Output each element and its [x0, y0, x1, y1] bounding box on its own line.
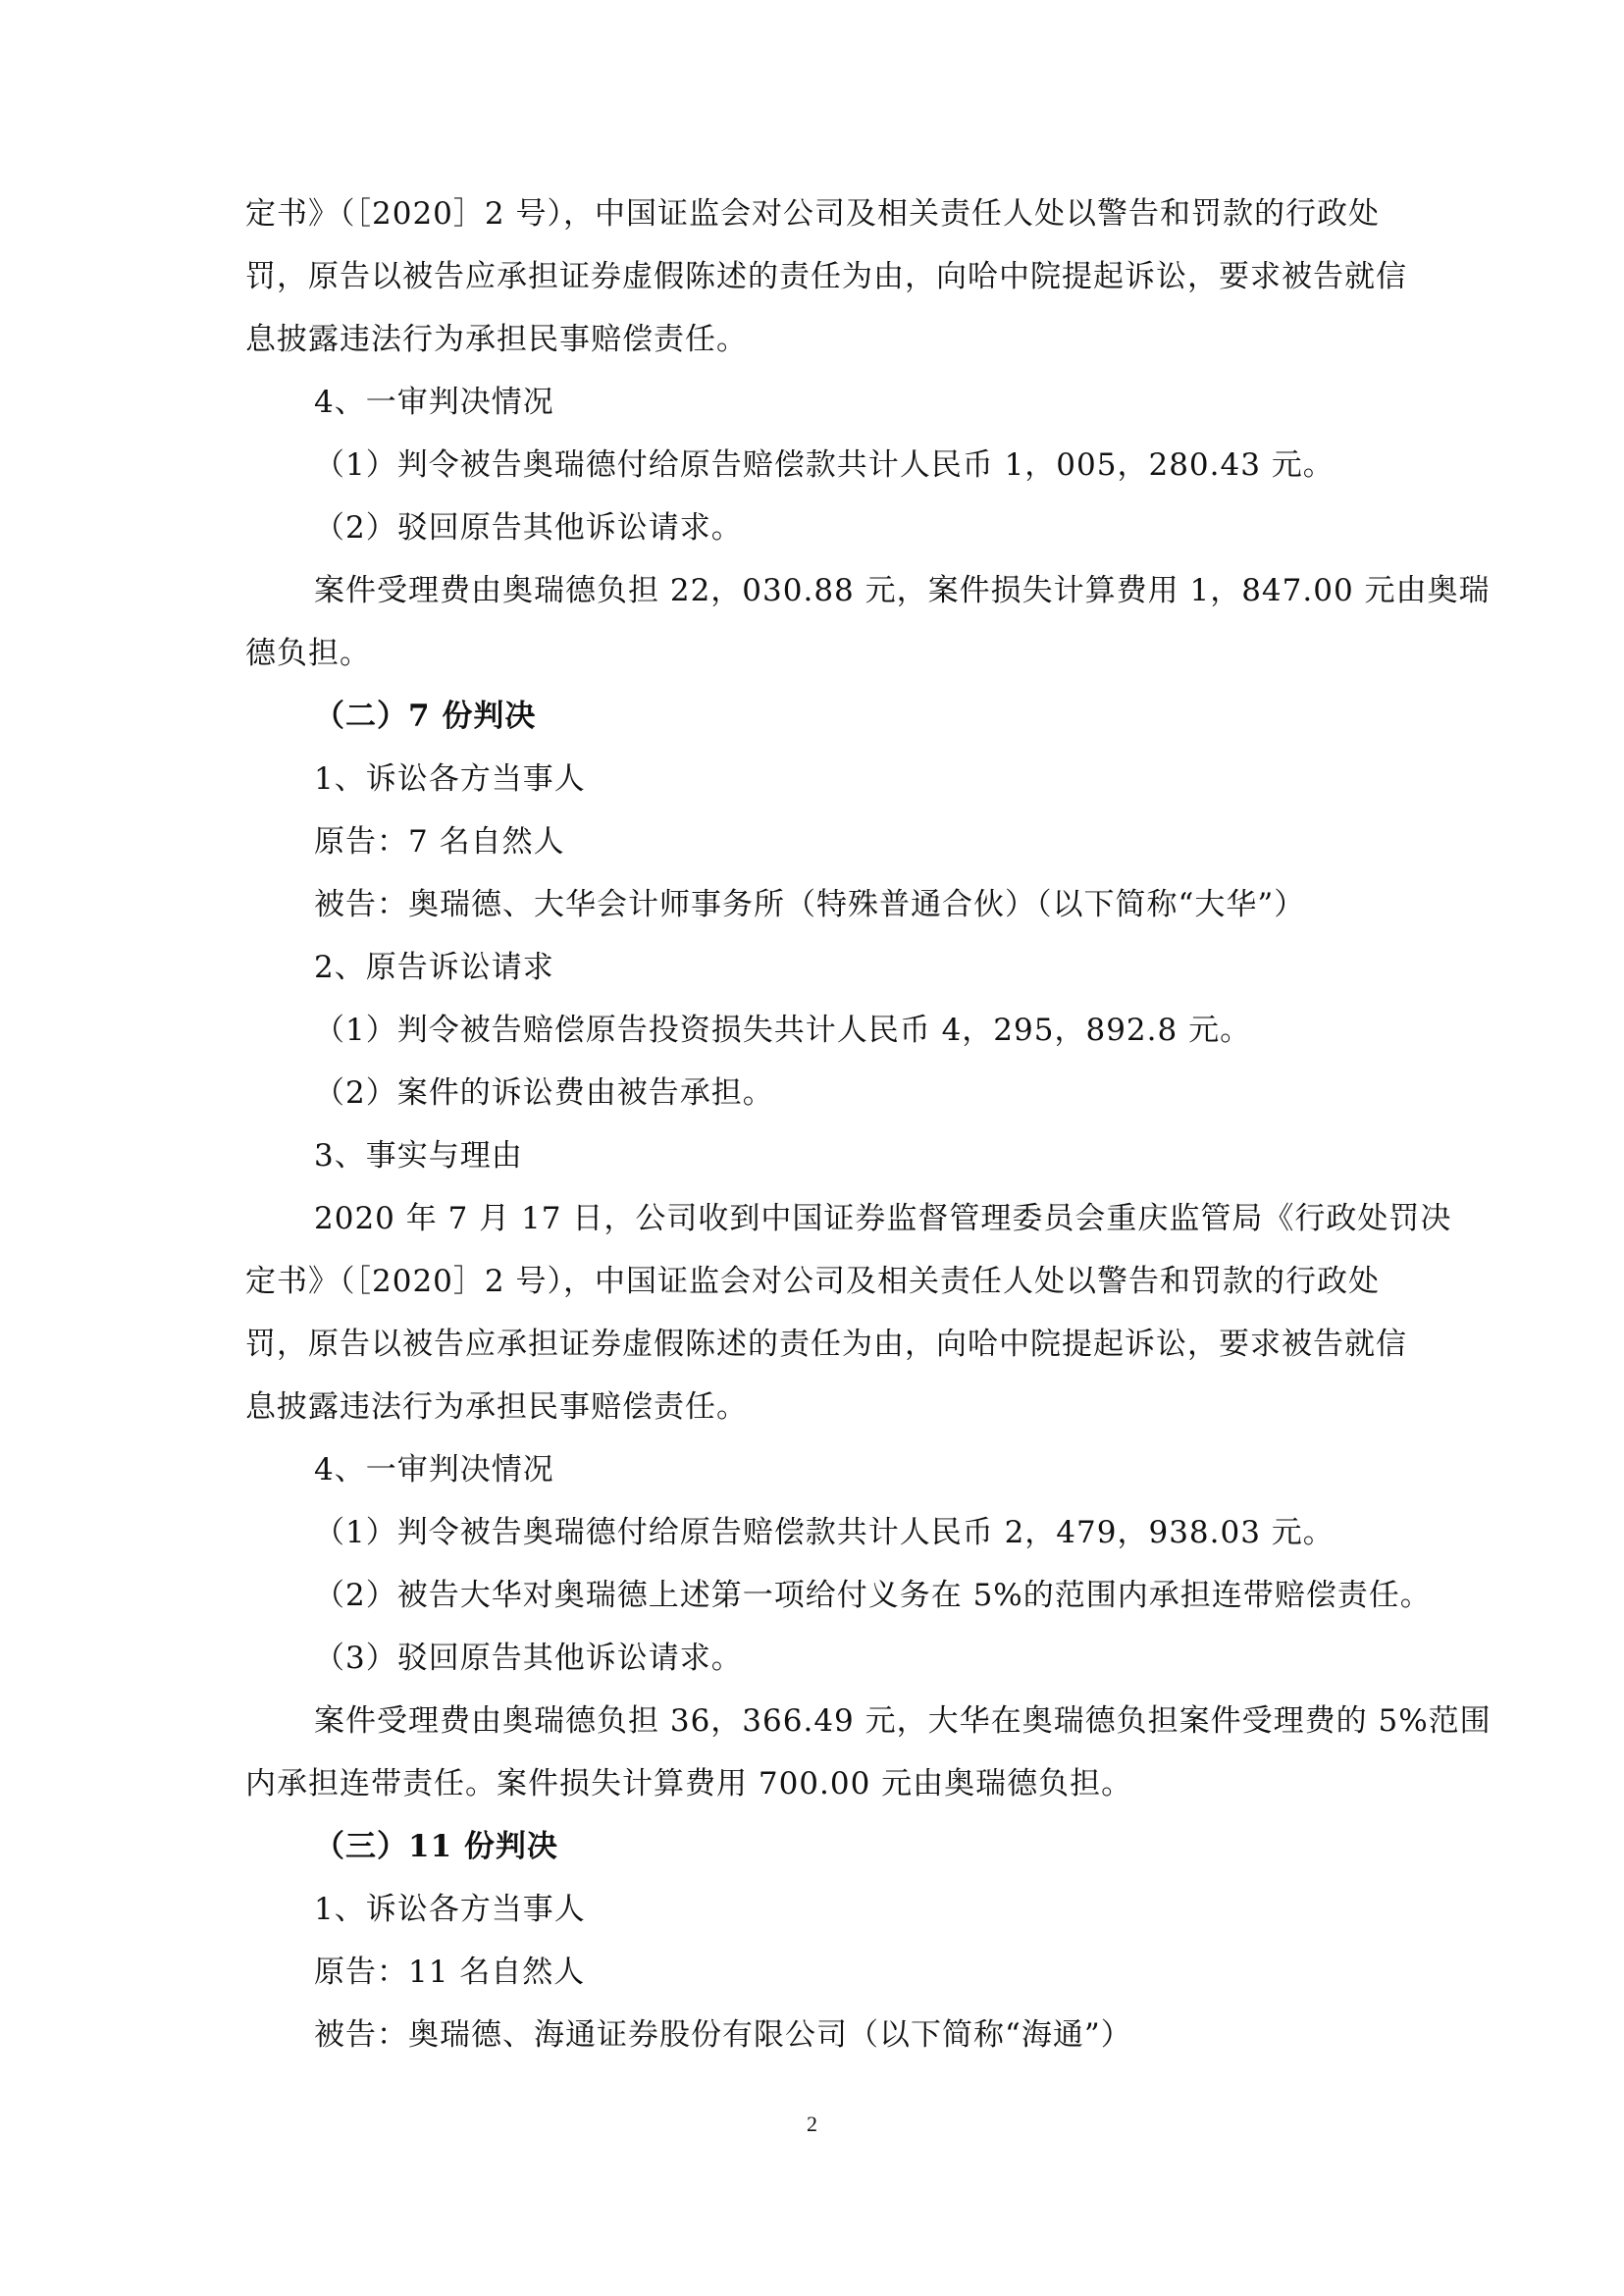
section-label: 4、一审判决情况 [314, 1452, 554, 1487]
section-label: 3、事实与理由 [314, 1138, 523, 1174]
section-heading: （二）7 份判决 [314, 699, 537, 734]
paragraph-line: 案件受理费由奥瑞德负担 22，030.88 元，案件损失计算费用 1，847.00 元由奥瑞 [314, 573, 1491, 608]
paragraph-line: 定书》（［2020］2 号），中国证监会对公司及相关责任人处以警告和罚款的行政处 [245, 196, 1380, 232]
paragraph-line: 定书》（［2020］2 号），中国证监会对公司及相关责任人处以警告和罚款的行政处 [245, 1264, 1380, 1299]
paragraph-line: 案件受理费由奥瑞德负担 36，366.49 元，大华在奥瑞德负担案件受理费的 5%范围 [314, 1703, 1492, 1739]
section-label: 2、原告诉讼请求 [314, 950, 554, 985]
paragraph-line: 德负担。 [245, 636, 371, 671]
party-line: 原告：7 名自然人 [314, 824, 565, 860]
paragraph-line: 罚，原告以被告应承担证券虚假陈述的责任为由，向哈中院提起诉讼，要求被告就信 [245, 259, 1407, 294]
judgment-item: （2）被告大华对奥瑞德上述第一项给付义务在 5%的范围内承担连带赔偿责任。 [314, 1578, 1432, 1613]
page-number: 2 [807, 2112, 817, 2136]
party-line: 被告：奥瑞德、海通证券股份有限公司（以下简称“海通”） [314, 2017, 1132, 2053]
judgment-item: （1）判令被告奥瑞德付给原告赔偿款共计人民币 1，005，280.43 元。 [314, 447, 1335, 483]
party-line: 被告：奥瑞德、大华会计师事务所（特殊普通合伙）（以下简称“大华”） [314, 887, 1306, 922]
claim-item: （1）判令被告赔偿原告投资损失共计人民币 4，295，892.8 元。 [314, 1013, 1252, 1048]
paragraph-line: 罚，原告以被告应承担证券虚假陈述的责任为由，向哈中院提起诉讼，要求被告就信 [245, 1327, 1407, 1362]
section-label: 4、一审判决情况 [314, 385, 554, 420]
paragraph-line: 内承担连带责任。案件损失计算费用 700.00 元由奥瑞德负担。 [245, 1766, 1133, 1801]
section-heading: （三）11 份判决 [314, 1829, 558, 1864]
party-line: 原告：11 名自然人 [314, 1955, 586, 1990]
judgment-item: （3）驳回原告其他诉讼请求。 [314, 1641, 743, 1676]
section-label: 1、诉讼各方当事人 [314, 1892, 586, 1927]
section-label: 1、诉讼各方当事人 [314, 761, 586, 797]
paragraph-line: 息披露违法行为承担民事赔偿责任。 [245, 1389, 748, 1425]
paragraph-line: 息披露违法行为承担民事赔偿责任。 [245, 322, 748, 357]
paragraph-line: 2020 年 7 月 17 日，公司收到中国证券监督管理委员会重庆监管局《行政处罚决 [314, 1201, 1452, 1236]
judgment-item: （1）判令被告奥瑞德付给原告赔偿款共计人民币 2，479，938.03 元。 [314, 1515, 1335, 1550]
claim-item: （2）案件的诉讼费由被告承担。 [314, 1075, 774, 1111]
judgment-item: （2）驳回原告其他诉讼请求。 [314, 510, 743, 546]
